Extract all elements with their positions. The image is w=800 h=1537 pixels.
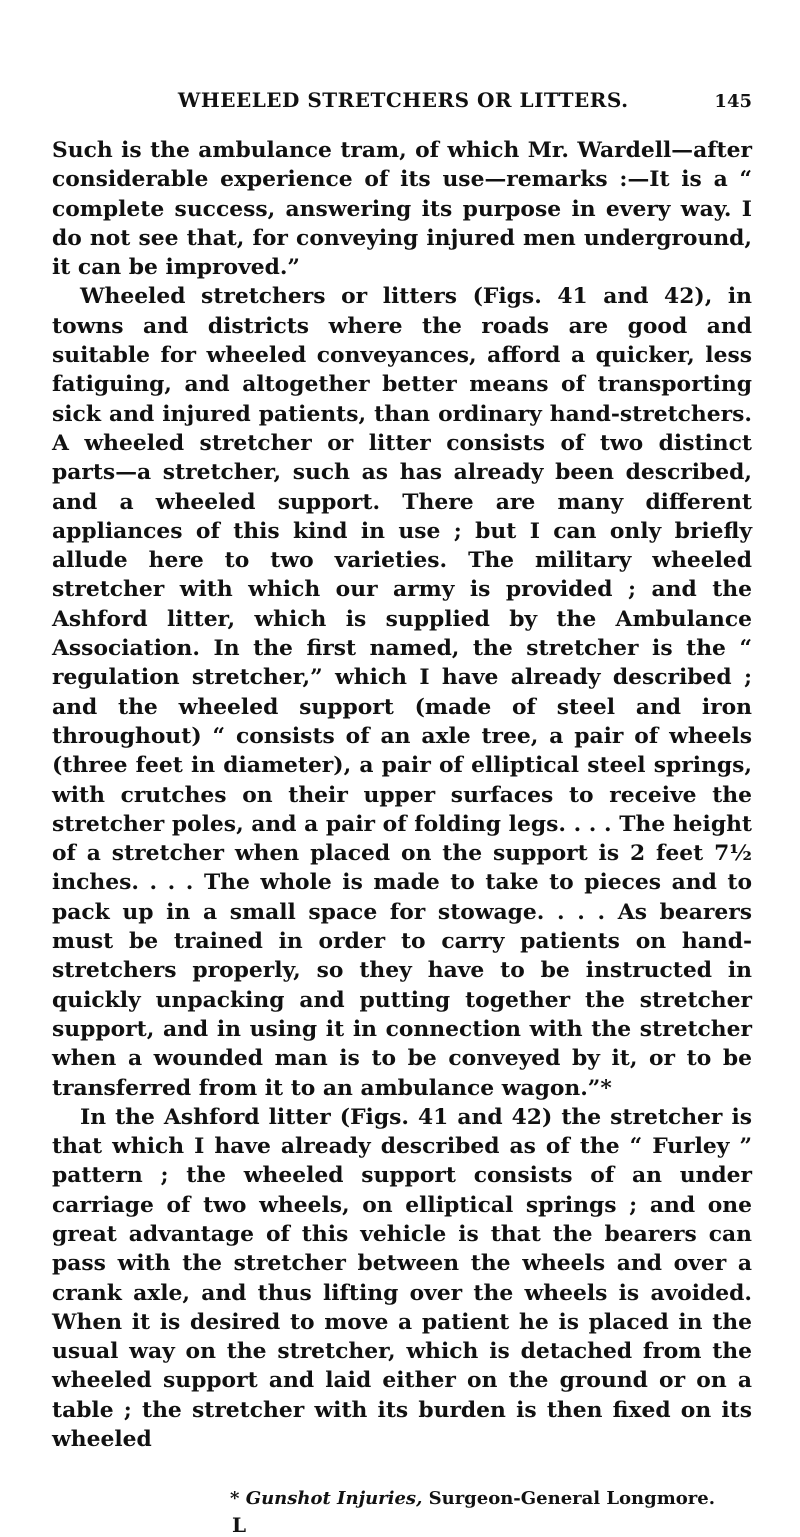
page-number: 145 [714, 91, 752, 112]
footnote [52, 1488, 752, 1509]
footnote-marker: * [230, 1488, 240, 1510]
footnote-source: Gunshot Injuries, [245, 1488, 423, 1510]
page-header [52, 88, 752, 112]
body-text [52, 136, 752, 1454]
paragraph-2: Wheeled stretchers or litters (Figs. 41 and 42), in towns and districts where the roads are good and suitable for wheeled conveyances, afford a quicker, less fatiguing, and altogether better means of transporting sick and injured patients, than ordinary hand-stretchers. A wheeled stretcher or litter consists of two distinct parts—a stretcher, such as has already been described, and a wheeled support. There are many different appliances of this kind in use ; but I can only briefly allude here to two varieties. The military wheeled stretcher with which our army is provided ; and the Ashford litter, which is supplied by the Ambulance Association. In the first named, the stretcher is the “ regulation stretcher,” which I have already described ; and the wheeled support (made of steel and iron throughout) “ consists of an axle tree, a pair of wheels (three feet in diameter), a pair of elliptical steel springs, with crutches on their upper surfaces to receive the stretcher poles, and a pair of folding legs. . . . The height of a stretcher when placed on the support is 2 feet 7½ inches. . . . The whole is made to take to pieces and to pack up in a small space for stowage. . . . As bearers must be trained in order to carry patients on hand-stretchers properly, so they have to be instructed in quickly unpacking and putting together the stretcher support, and in using it in connection with the stretcher when a wounded man is to be conveyed by it, or to be transferred from it to an ambulance wagon.”* [52, 284, 752, 1101]
paragraph-1: Such is the ambulance tram, of which Mr. Wardell—after considerable experience of its use—remarks :—It is a “ complete success, answering its purpose in every way. I do not see that, for conveying injured men underground, it can be improved.” [52, 138, 752, 281]
footnote-author: Surgeon-General Longmore. [422, 1488, 715, 1510]
running-head: WHEELED STRETCHERS OR LITTERS. [177, 88, 629, 112]
paragraph-3: In the Ashford litter (Figs. 41 and 42) the stretcher is that which I have already described as of the “ Furley ” pattern ; the wheeled support consists of an under carriage of two wheels, on elliptical springs ; and one great advantage of this vehicle is that the bearers can pass with the stretcher between the wheels and over a crank axle, and thus lifting over the wheels is avoided. When it is desired to move a patient he is placed in the usual way on the stretcher, which is detached from the wheeled support and laid either on the ground or on a table ; the stretcher with its burden is then fixed on its wheeled [52, 1104, 752, 1453]
signature-mark: L [232, 1513, 247, 1537]
